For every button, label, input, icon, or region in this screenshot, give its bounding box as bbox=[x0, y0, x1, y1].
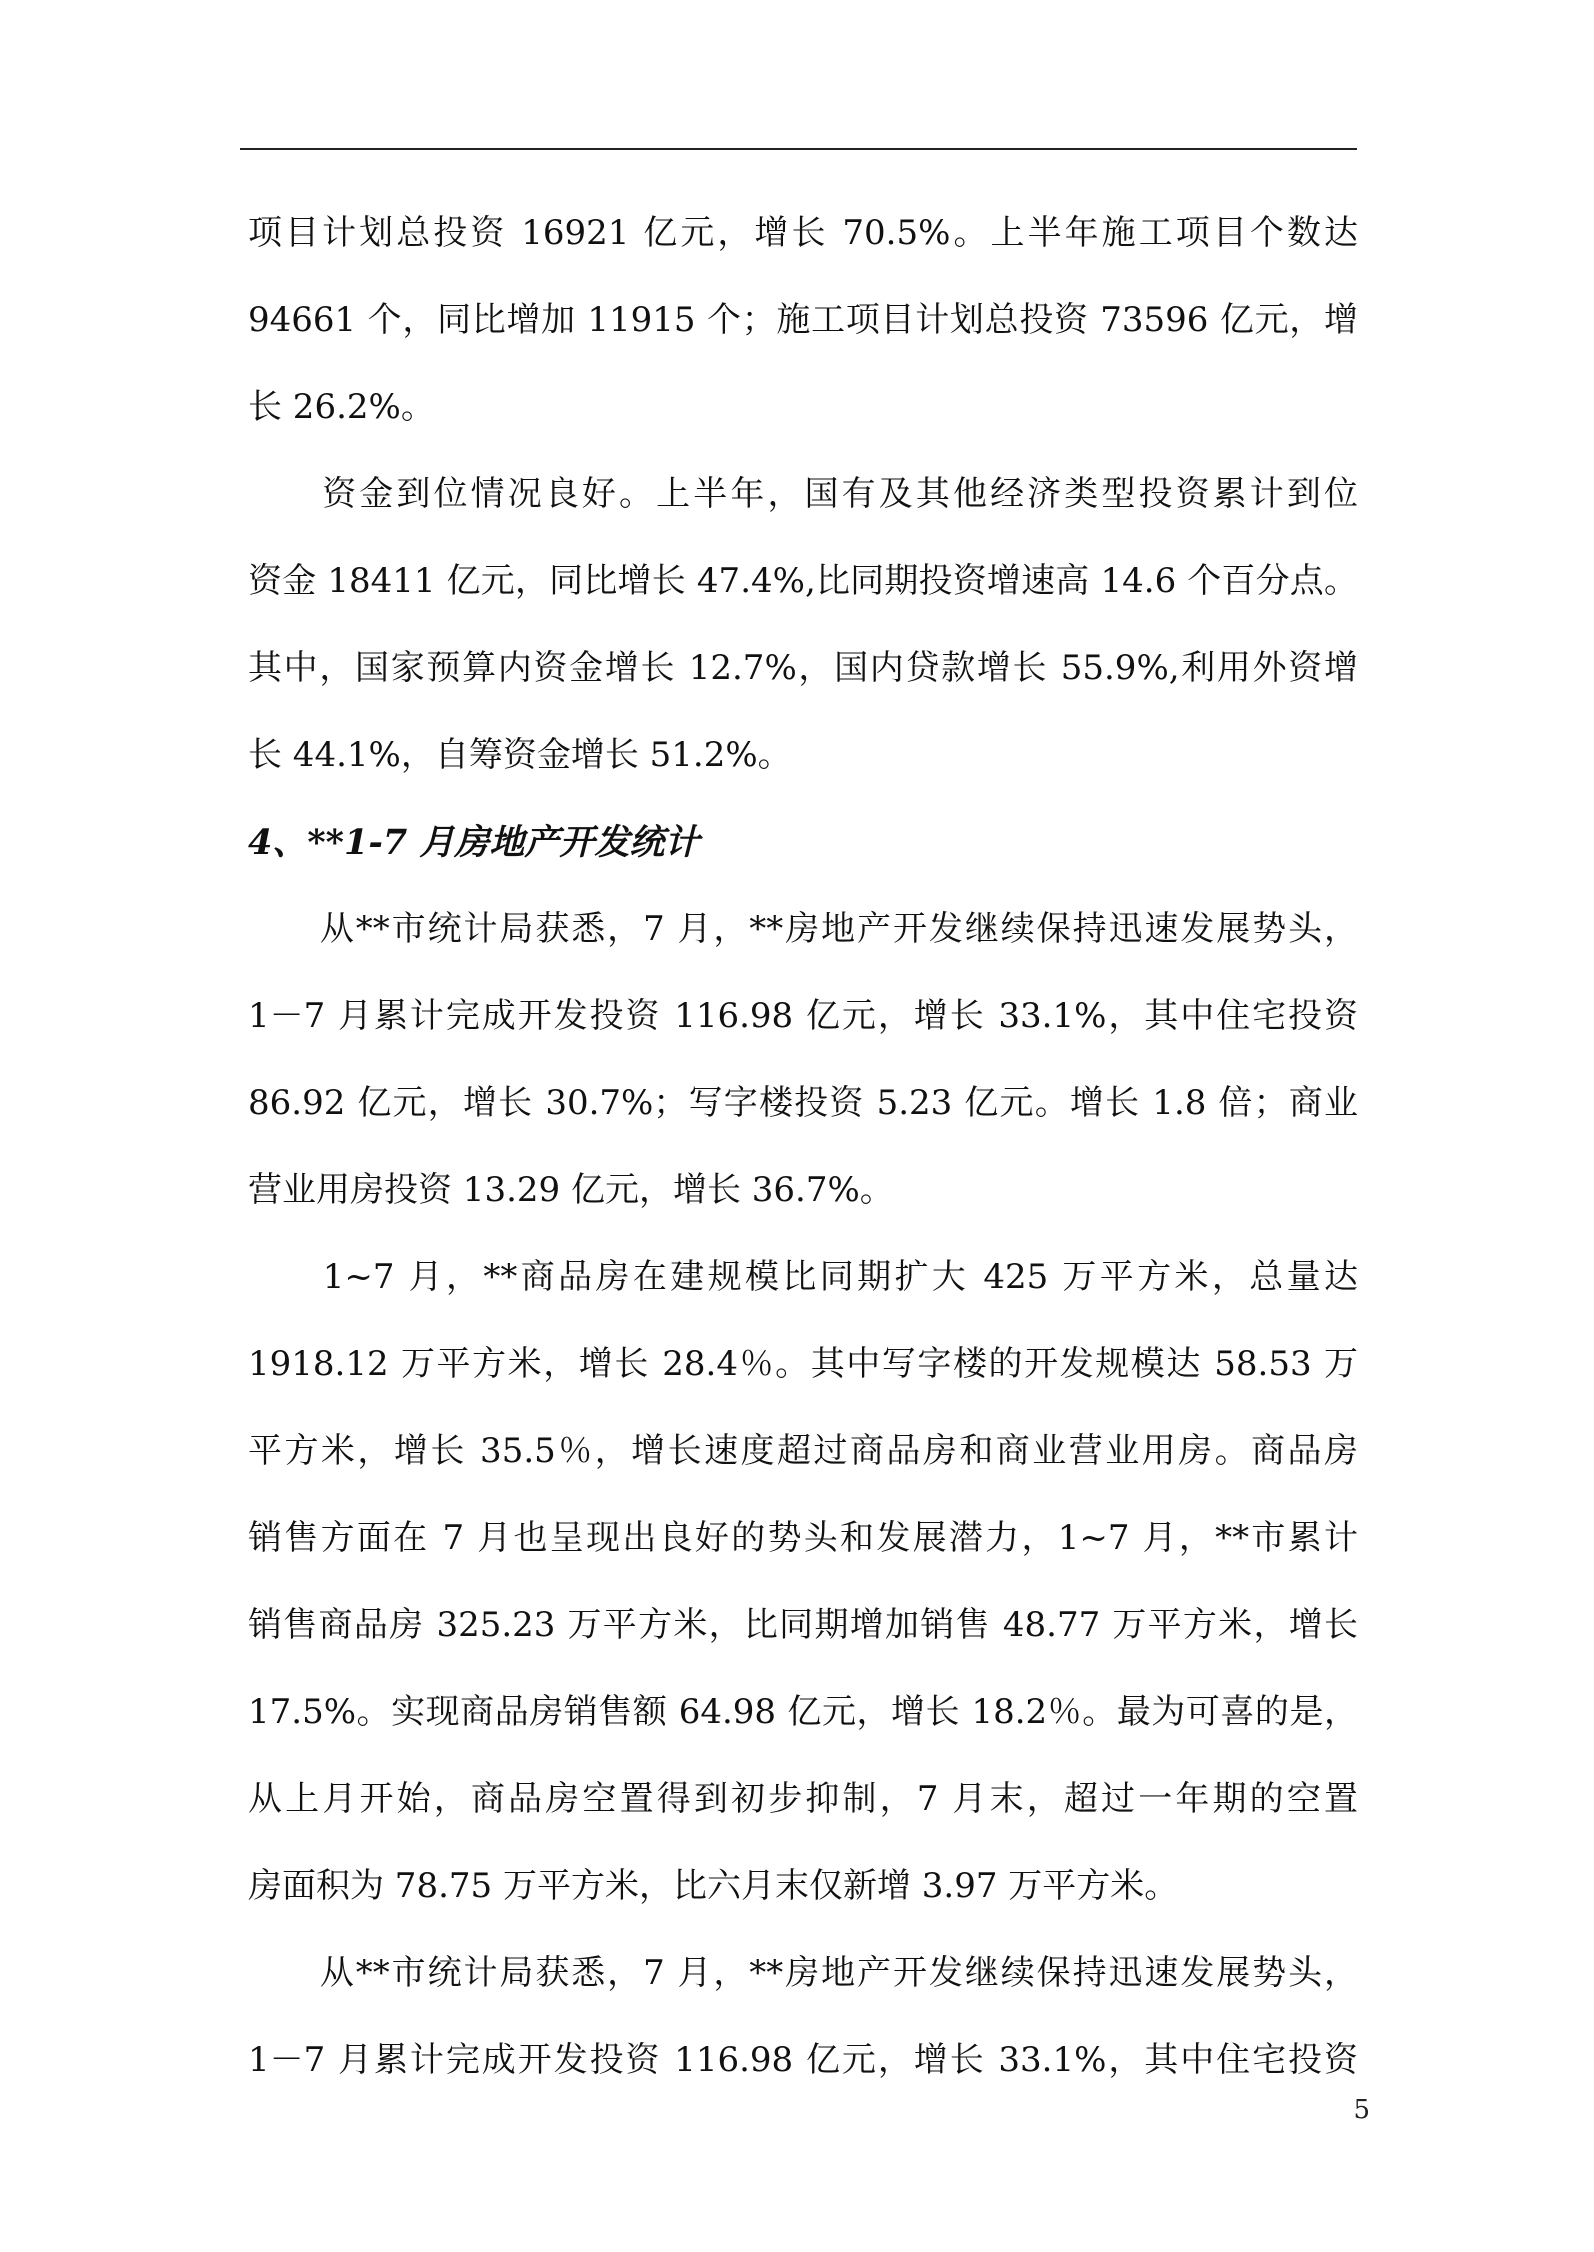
text-line: 长 26.2%。 bbox=[248, 387, 435, 427]
text-line: 从**市统计局获悉，7 月，**房地产开发继续保持迅速发展势头， bbox=[248, 909, 1358, 949]
text-line: 1918.12 万平方米，增长 28.4％。其中写字楼的开发规模达 58.53 万 bbox=[248, 1344, 1358, 1384]
page-number: 5 bbox=[1353, 2095, 1370, 2125]
page-body bbox=[248, 190, 1358, 2104]
text-line: 17.5%。实现商品房销售额 64.98 亿元，增长 18.2％。最为可喜的是， bbox=[248, 1692, 1358, 1732]
text-line: 94661 个，同比增加 11915 个；施工项目计划总投资 73596 亿元，增 bbox=[248, 300, 1358, 340]
text-line: 1－7 月累计完成开发投资 116.98 亿元，增长 33.1%，其中住宅投资 bbox=[248, 996, 1358, 1036]
text-line: 销售商品房 325.23 万平方米，比同期增加销售 48.77 万平方米，增长 bbox=[248, 1605, 1358, 1645]
text-line: 销售方面在 7 月也呈现出良好的势头和发展潜力，1~7 月，**市累计 bbox=[248, 1518, 1358, 1558]
text-line: 营业用房投资 13.29 亿元，增长 36.7%。 bbox=[248, 1170, 894, 1210]
text-line: 86.92 亿元，增长 30.7%；写字楼投资 5.23 亿元。增长 1.8 倍；商业 bbox=[248, 1083, 1358, 1123]
text-line: 1~7 月，**商品房在建规模比同期扩大 425 万平方米，总量达 bbox=[248, 1257, 1358, 1297]
section-heading: 4、**1-7 月房地产开发统计 bbox=[248, 822, 700, 863]
text-line: 平方米，增长 35.5％，增长速度超过商品房和商业营业用房。商品房 bbox=[248, 1431, 1358, 1471]
paragraph bbox=[248, 190, 1358, 451]
text-line: 房面积为 78.75 万平方米，比六月末仅新增 3.97 万平方米。 bbox=[248, 1866, 1179, 1906]
text-line: 1－7 月累计完成开发投资 116.98 亿元，增长 33.1%，其中住宅投资 bbox=[248, 2040, 1358, 2080]
paragraph bbox=[248, 1930, 1358, 2104]
paragraph bbox=[248, 886, 1358, 1234]
paragraph bbox=[248, 451, 1358, 799]
text-line: 长 44.1%，自筹资金增长 51.2%。 bbox=[248, 735, 792, 775]
text-line: 资金 18411 亿元，同比增长 47.4%,比同期投资增速高 14.6 个百分点。 bbox=[248, 561, 1358, 601]
text-line: 项目计划总投资 16921 亿元，增长 70.5%。上半年施工项目个数达 bbox=[248, 213, 1358, 253]
text-line: 从上月开始，商品房空置得到初步抑制，7 月末，超过一年期的空置 bbox=[248, 1779, 1358, 1819]
text-line: 其中，国家预算内资金增长 12.7%，国内贷款增长 55.9%,利用外资增 bbox=[248, 648, 1358, 688]
text-line: 资金到位情况良好。上半年，国有及其他经济类型投资累计到位 bbox=[248, 474, 1358, 514]
text-line: 从**市统计局获悉，7 月，**房地产开发继续保持迅速发展势头， bbox=[248, 1953, 1358, 1993]
header-rule bbox=[240, 148, 1357, 150]
paragraph bbox=[248, 1234, 1358, 1930]
